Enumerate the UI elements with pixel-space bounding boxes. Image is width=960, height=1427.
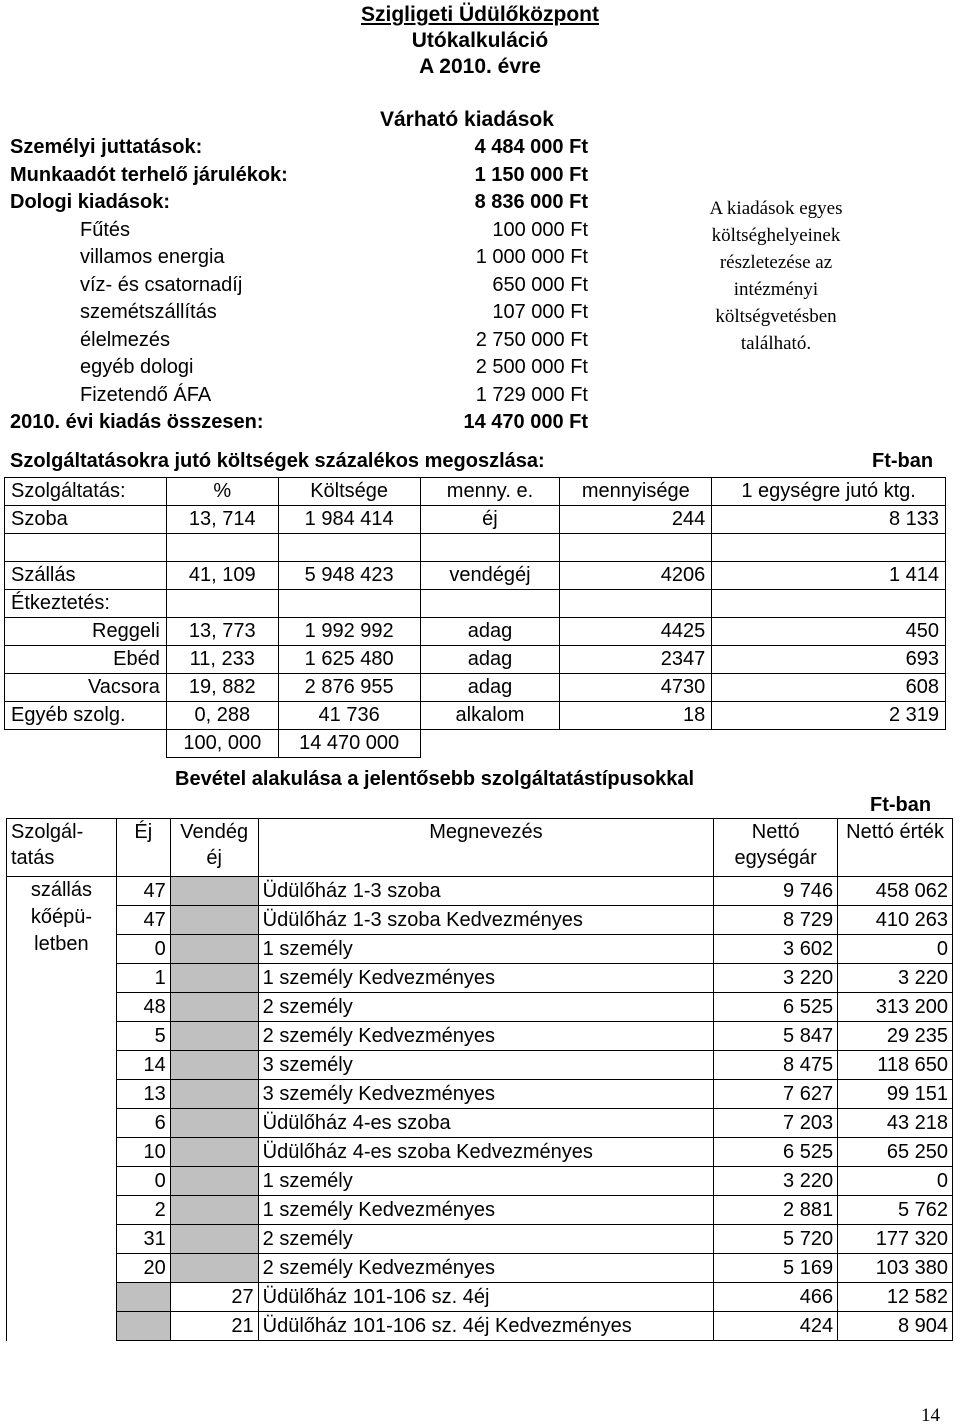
revenue-cell-price: 5 847 (714, 1022, 838, 1051)
services-cell-pct: 19, 882 (166, 674, 278, 702)
revenue-cell-value: 118 650 (838, 1051, 953, 1080)
services-cell-pct: 13, 714 (166, 506, 278, 534)
services-total-spacer (5, 730, 167, 758)
expense-row (0, 244, 600, 271)
expenses-note-line: részletezése az (719, 252, 833, 273)
revenue-table (6, 818, 953, 1341)
revenue-row (7, 1312, 953, 1341)
expense-row (0, 272, 600, 299)
revenue-cell-ej: 2 (116, 1196, 170, 1225)
revenue-cell-value: 0 (838, 1167, 953, 1196)
services-cell-qty (560, 534, 712, 562)
services-cell-unit: alkalom (420, 702, 560, 730)
services-row (5, 646, 946, 674)
revenue-cell-vendeg-ej (170, 993, 258, 1022)
services-cell-cost (278, 534, 420, 562)
services-cell-qty: 4425 (560, 618, 712, 646)
expense-label: élelmezés (80, 328, 171, 351)
services-cell-unit: adag (420, 618, 560, 646)
expense-amount: 1 729 000 Ft (475, 383, 588, 406)
revenue-cell-price: 5 169 (714, 1254, 838, 1283)
services-cell-pct: 0, 288 (166, 702, 278, 730)
services-cell-name: Vacsora (5, 674, 167, 702)
revenue-cell-vendeg-ej (170, 935, 258, 964)
expense-label: Fizetendő ÁFA (80, 383, 212, 406)
revenue-cell-ej: 1 (116, 964, 170, 993)
expenses-note-line: intézményi (733, 279, 819, 300)
revenue-cell-vendeg-ej (170, 1138, 258, 1167)
revenue-cell-name: 1 személy Kedvezményes (258, 964, 714, 993)
services-cell-per (712, 590, 946, 618)
revenue-cell-name: 1 személy Kedvezményes (258, 1196, 714, 1225)
services-row (5, 618, 946, 646)
services-row (5, 702, 946, 730)
services-cell-unit: adag (420, 646, 560, 674)
expense-amount: 8 836 000 Ft (474, 191, 588, 213)
revenue-cell-name: Üdülőház 4-es szoba Kedvezményes (258, 1138, 714, 1167)
expense-label: Fűtés (80, 218, 131, 241)
revenue-header-vendeg_ej: Vendég éj (170, 819, 258, 877)
revenue-cell-name: Üdülőház 101-106 sz. 4éj (258, 1283, 714, 1312)
services-title: Szolgáltatásokra jutó költségek százalékos megoszlása: (10, 450, 545, 472)
expenses-note-line: költséghelyeinek (711, 225, 841, 246)
services-cell-unit: éj (420, 506, 560, 534)
revenue-cell-value: 103 380 (838, 1254, 953, 1283)
revenue-cell-vendeg-ej (170, 877, 258, 906)
revenue-cell-value: 8 904 (838, 1312, 953, 1341)
expense-row (0, 354, 600, 381)
revenue-row (7, 1051, 953, 1080)
revenue-cell-name: 2 személy (258, 1225, 714, 1254)
services-cell-cost: 5 948 423 (278, 562, 420, 590)
revenue-cell-name: 1 személy (258, 1167, 714, 1196)
revenue-cell-name: Üdülőház 101-106 sz. 4éj Kedvezményes (258, 1312, 714, 1341)
revenue-cell-vendeg-ej (170, 964, 258, 993)
revenue-cell-vendeg-ej (170, 1196, 258, 1225)
services-cell-per (712, 534, 946, 562)
revenue-cell-price: 9 746 (714, 877, 838, 906)
revenue-header-net_value: Nettó érték (838, 819, 953, 877)
revenue-cell-ej: 48 (116, 993, 170, 1022)
revenue-cell-name: Üdülőház 4-es szoba (258, 1109, 714, 1138)
revenue-cell-value: 65 250 (838, 1138, 953, 1167)
expense-row (0, 327, 600, 354)
revenue-cell-price: 8 475 (714, 1051, 838, 1080)
document-header (0, 2, 960, 80)
revenue-header-name: Megnevezés (258, 819, 714, 877)
expense-amount: 650 000 Ft (492, 273, 588, 296)
revenue-cell-ej: 0 (116, 935, 170, 964)
services-row (5, 506, 946, 534)
services-cell-name (5, 534, 167, 562)
revenue-cell-ej: 10 (116, 1138, 170, 1167)
revenue-group-label: szállás kőépü- letben (7, 877, 117, 1341)
expense-row (0, 217, 600, 244)
revenue-cell-value: 0 (838, 935, 953, 964)
services-cell-name: Szállás (5, 562, 167, 590)
revenue-cell-value: 3 220 (838, 964, 953, 993)
services-cell-per: 1 414 (712, 562, 946, 590)
revenue-cell-value: 410 263 (838, 906, 953, 935)
revenue-row (7, 877, 953, 906)
revenue-cell-value: 458 062 (838, 877, 953, 906)
revenue-cell-ej: 5 (116, 1022, 170, 1051)
revenue-cell-price: 3 220 (714, 1167, 838, 1196)
services-cell-unit (420, 590, 560, 618)
expense-amount: 1 000 000 Ft (475, 246, 588, 268)
services-cell-per: 608 (712, 674, 946, 702)
revenue-cell-vendeg-ej (170, 906, 258, 935)
revenue-cell-ej (116, 1312, 170, 1341)
expense-label: Munkaadót terhelő járulékok: (10, 163, 288, 186)
services-cell-cost: 1 984 414 (278, 506, 420, 534)
revenue-cell-name: 3 személy (258, 1051, 714, 1080)
services-cell-name: Szoba (5, 506, 167, 534)
services-total-spacer (712, 730, 946, 758)
services-row (5, 674, 946, 702)
revenue-cell-price: 466 (714, 1283, 838, 1312)
revenue-cell-price: 8 729 (714, 906, 838, 935)
services-cell-per: 450 (712, 618, 946, 646)
document-year: A 2010. évre (419, 55, 541, 78)
revenue-row (7, 1225, 953, 1254)
revenue-cell-ej: 47 (116, 906, 170, 935)
revenue-cell-price: 7 203 (714, 1109, 838, 1138)
revenue-cell-value: 29 235 (838, 1022, 953, 1051)
revenue-cell-value: 313 200 (838, 993, 953, 1022)
page-number: 14 (921, 1405, 940, 1426)
expense-amount: 4 484 000 Ft (474, 136, 588, 158)
revenue-header-row (7, 819, 953, 877)
services-cell-qty: 2347 (560, 646, 712, 674)
services-cell-qty: 4730 (560, 674, 712, 702)
revenue-cell-name: 1 személy (258, 935, 714, 964)
revenue-cell-ej: 20 (116, 1254, 170, 1283)
services-cell-cost: 1 992 992 (278, 618, 420, 646)
revenue-cell-vendeg-ej: 27 (170, 1283, 258, 1312)
revenue-unit: Ft-ban (870, 794, 932, 816)
expense-label: víz- és csatornadíj (80, 273, 243, 296)
services-unit: Ft-ban (872, 450, 934, 472)
expense-amount: 1 150 000 Ft (474, 163, 588, 186)
revenue-cell-price: 7 627 (714, 1080, 838, 1109)
services-cell-unit: adag (420, 674, 560, 702)
expenses-note-line: költségvetésben (715, 306, 837, 327)
revenue-cell-name: Üdülőház 1-3 szoba Kedvezményes (258, 906, 714, 935)
expense-label: Személyi juttatások: (10, 136, 203, 158)
services-row (5, 534, 946, 562)
expense-label: egyéb dologi (80, 356, 194, 378)
revenue-cell-value: 99 151 (838, 1080, 953, 1109)
expense-amount: 107 000 Ft (492, 301, 588, 323)
services-cell-pct: 11, 233 (166, 646, 278, 674)
services-cell-cost (278, 590, 420, 618)
services-cell-unit (420, 534, 560, 562)
revenue-cell-price: 424 (714, 1312, 838, 1341)
expenses-note-line: található. (740, 333, 812, 354)
revenue-cell-ej (116, 1283, 170, 1312)
expense-amount: 100 000 Ft (492, 218, 588, 241)
revenue-cell-price: 3 602 (714, 935, 838, 964)
revenue-row (7, 1196, 953, 1225)
document-title: Szigligeti Üdülőközpont (361, 3, 599, 26)
revenue-row (7, 1283, 953, 1312)
revenue-cell-ej: 31 (116, 1225, 170, 1254)
services-total-spacer (560, 730, 712, 758)
expense-amount: 2 500 000 Ft (475, 356, 588, 378)
services-cell-cost: 41 736 (278, 702, 420, 730)
revenue-cell-name: Üdülőház 1-3 szoba (258, 877, 714, 906)
services-row (5, 590, 946, 618)
expense-label: Dologi kiadások: (10, 191, 171, 213)
expense-amount: 2 750 000 Ft (475, 328, 588, 351)
expense-label: szemétszállítás (80, 301, 217, 323)
services-total-pct: 100, 000 (166, 730, 278, 758)
expense-row (0, 382, 600, 409)
services-cell-cost: 2 876 955 (278, 674, 420, 702)
revenue-cell-vendeg-ej (170, 1254, 258, 1283)
services-total-cost: 14 470 000 (278, 730, 420, 758)
services-header-cell: 1 egységre jutó ktg. (712, 478, 946, 506)
revenue-cell-vendeg-ej (170, 1225, 258, 1254)
expense-row (0, 162, 600, 189)
expense-amount: 14 470 000 Ft (463, 411, 588, 433)
revenue-cell-name: 3 személy Kedvezményes (258, 1080, 714, 1109)
revenue-row (7, 1022, 953, 1051)
revenue-title: Bevétel alakulása a jelentősebb szolgáltatástípusokkal (175, 768, 695, 790)
revenue-cell-vendeg-ej (170, 1051, 258, 1080)
services-cell-per: 693 (712, 646, 946, 674)
services-total-row (5, 730, 946, 758)
revenue-row (7, 993, 953, 1022)
services-cell-qty (560, 590, 712, 618)
revenue-cell-value: 12 582 (838, 1283, 953, 1312)
expense-row (0, 189, 600, 216)
services-cell-qty: 4206 (560, 562, 712, 590)
revenue-row (7, 1254, 953, 1283)
services-cell-qty: 244 (560, 506, 712, 534)
services-table (4, 477, 946, 758)
revenue-header-net_unit: Nettó egységár (714, 819, 838, 877)
revenue-cell-vendeg-ej (170, 1167, 258, 1196)
revenue-cell-name: 2 személy (258, 993, 714, 1022)
services-cell-name: Étkeztetés: (5, 590, 167, 618)
services-cell-unit: vendégéj (420, 562, 560, 590)
revenue-cell-vendeg-ej (170, 1080, 258, 1109)
revenue-cell-price: 6 525 (714, 1138, 838, 1167)
services-cell-cost: 1 625 480 (278, 646, 420, 674)
services-cell-name: Ebéd (5, 646, 167, 674)
services-cell-pct: 41, 109 (166, 562, 278, 590)
revenue-cell-price: 6 525 (714, 993, 838, 1022)
revenue-row (7, 1080, 953, 1109)
revenue-cell-name: 2 személy Kedvezményes (258, 1254, 714, 1283)
services-cell-per: 8 133 (712, 506, 946, 534)
revenue-row (7, 964, 953, 993)
services-cell-name: Reggeli (5, 618, 167, 646)
expense-row (0, 299, 600, 326)
services-row (5, 562, 946, 590)
services-total-spacer (420, 730, 560, 758)
services-cell-qty: 18 (560, 702, 712, 730)
revenue-cell-value: 5 762 (838, 1196, 953, 1225)
services-header-cell: Szolgáltatás: (5, 478, 167, 506)
revenue-row (7, 906, 953, 935)
document-subtitle: Utókalkuláció (411, 29, 549, 52)
revenue-header-ej: Éj (116, 819, 170, 877)
expense-label: villamos energia (80, 246, 225, 268)
expense-label: 2010. évi kiadás összesen: (10, 411, 264, 433)
revenue-row (7, 1109, 953, 1138)
revenue-row (7, 1167, 953, 1196)
revenue-cell-price: 2 881 (714, 1196, 838, 1225)
expenses-note (678, 195, 874, 357)
expense-row (0, 134, 600, 161)
revenue-cell-ej: 47 (116, 877, 170, 906)
services-header-cell: Költsége (278, 478, 420, 506)
revenue-cell-vendeg-ej (170, 1109, 258, 1138)
revenue-row (7, 1138, 953, 1167)
services-cell-pct (166, 534, 278, 562)
services-cell-per: 2 319 (712, 702, 946, 730)
services-header-cell: mennyisége (560, 478, 712, 506)
revenue-cell-ej: 0 (116, 1167, 170, 1196)
services-header-cell: menny. e. (420, 478, 560, 506)
revenue-cell-value: 43 218 (838, 1109, 953, 1138)
revenue-cell-vendeg-ej: 21 (170, 1312, 258, 1341)
revenue-cell-vendeg-ej (170, 1022, 258, 1051)
services-header-row (5, 478, 946, 506)
revenue-cell-ej: 13 (116, 1080, 170, 1109)
expenses-column-title: Várható kiadások (380, 108, 554, 131)
revenue-cell-name: 2 személy Kedvezményes (258, 1022, 714, 1051)
revenue-row (7, 935, 953, 964)
expense-row (0, 409, 600, 436)
revenue-cell-value: 177 320 (838, 1225, 953, 1254)
services-cell-name: Egyéb szolg. (5, 702, 167, 730)
services-header-cell: % (166, 478, 278, 506)
revenue-cell-ej: 6 (116, 1109, 170, 1138)
revenue-cell-price: 5 720 (714, 1225, 838, 1254)
revenue-cell-price: 3 220 (714, 964, 838, 993)
services-cell-pct (166, 590, 278, 618)
services-cell-pct: 13, 773 (166, 618, 278, 646)
revenue-cell-ej: 14 (116, 1051, 170, 1080)
revenue-header-service: Szolgál- tatás (7, 819, 117, 877)
expenses-note-line: A kiadások egyes (709, 198, 843, 219)
